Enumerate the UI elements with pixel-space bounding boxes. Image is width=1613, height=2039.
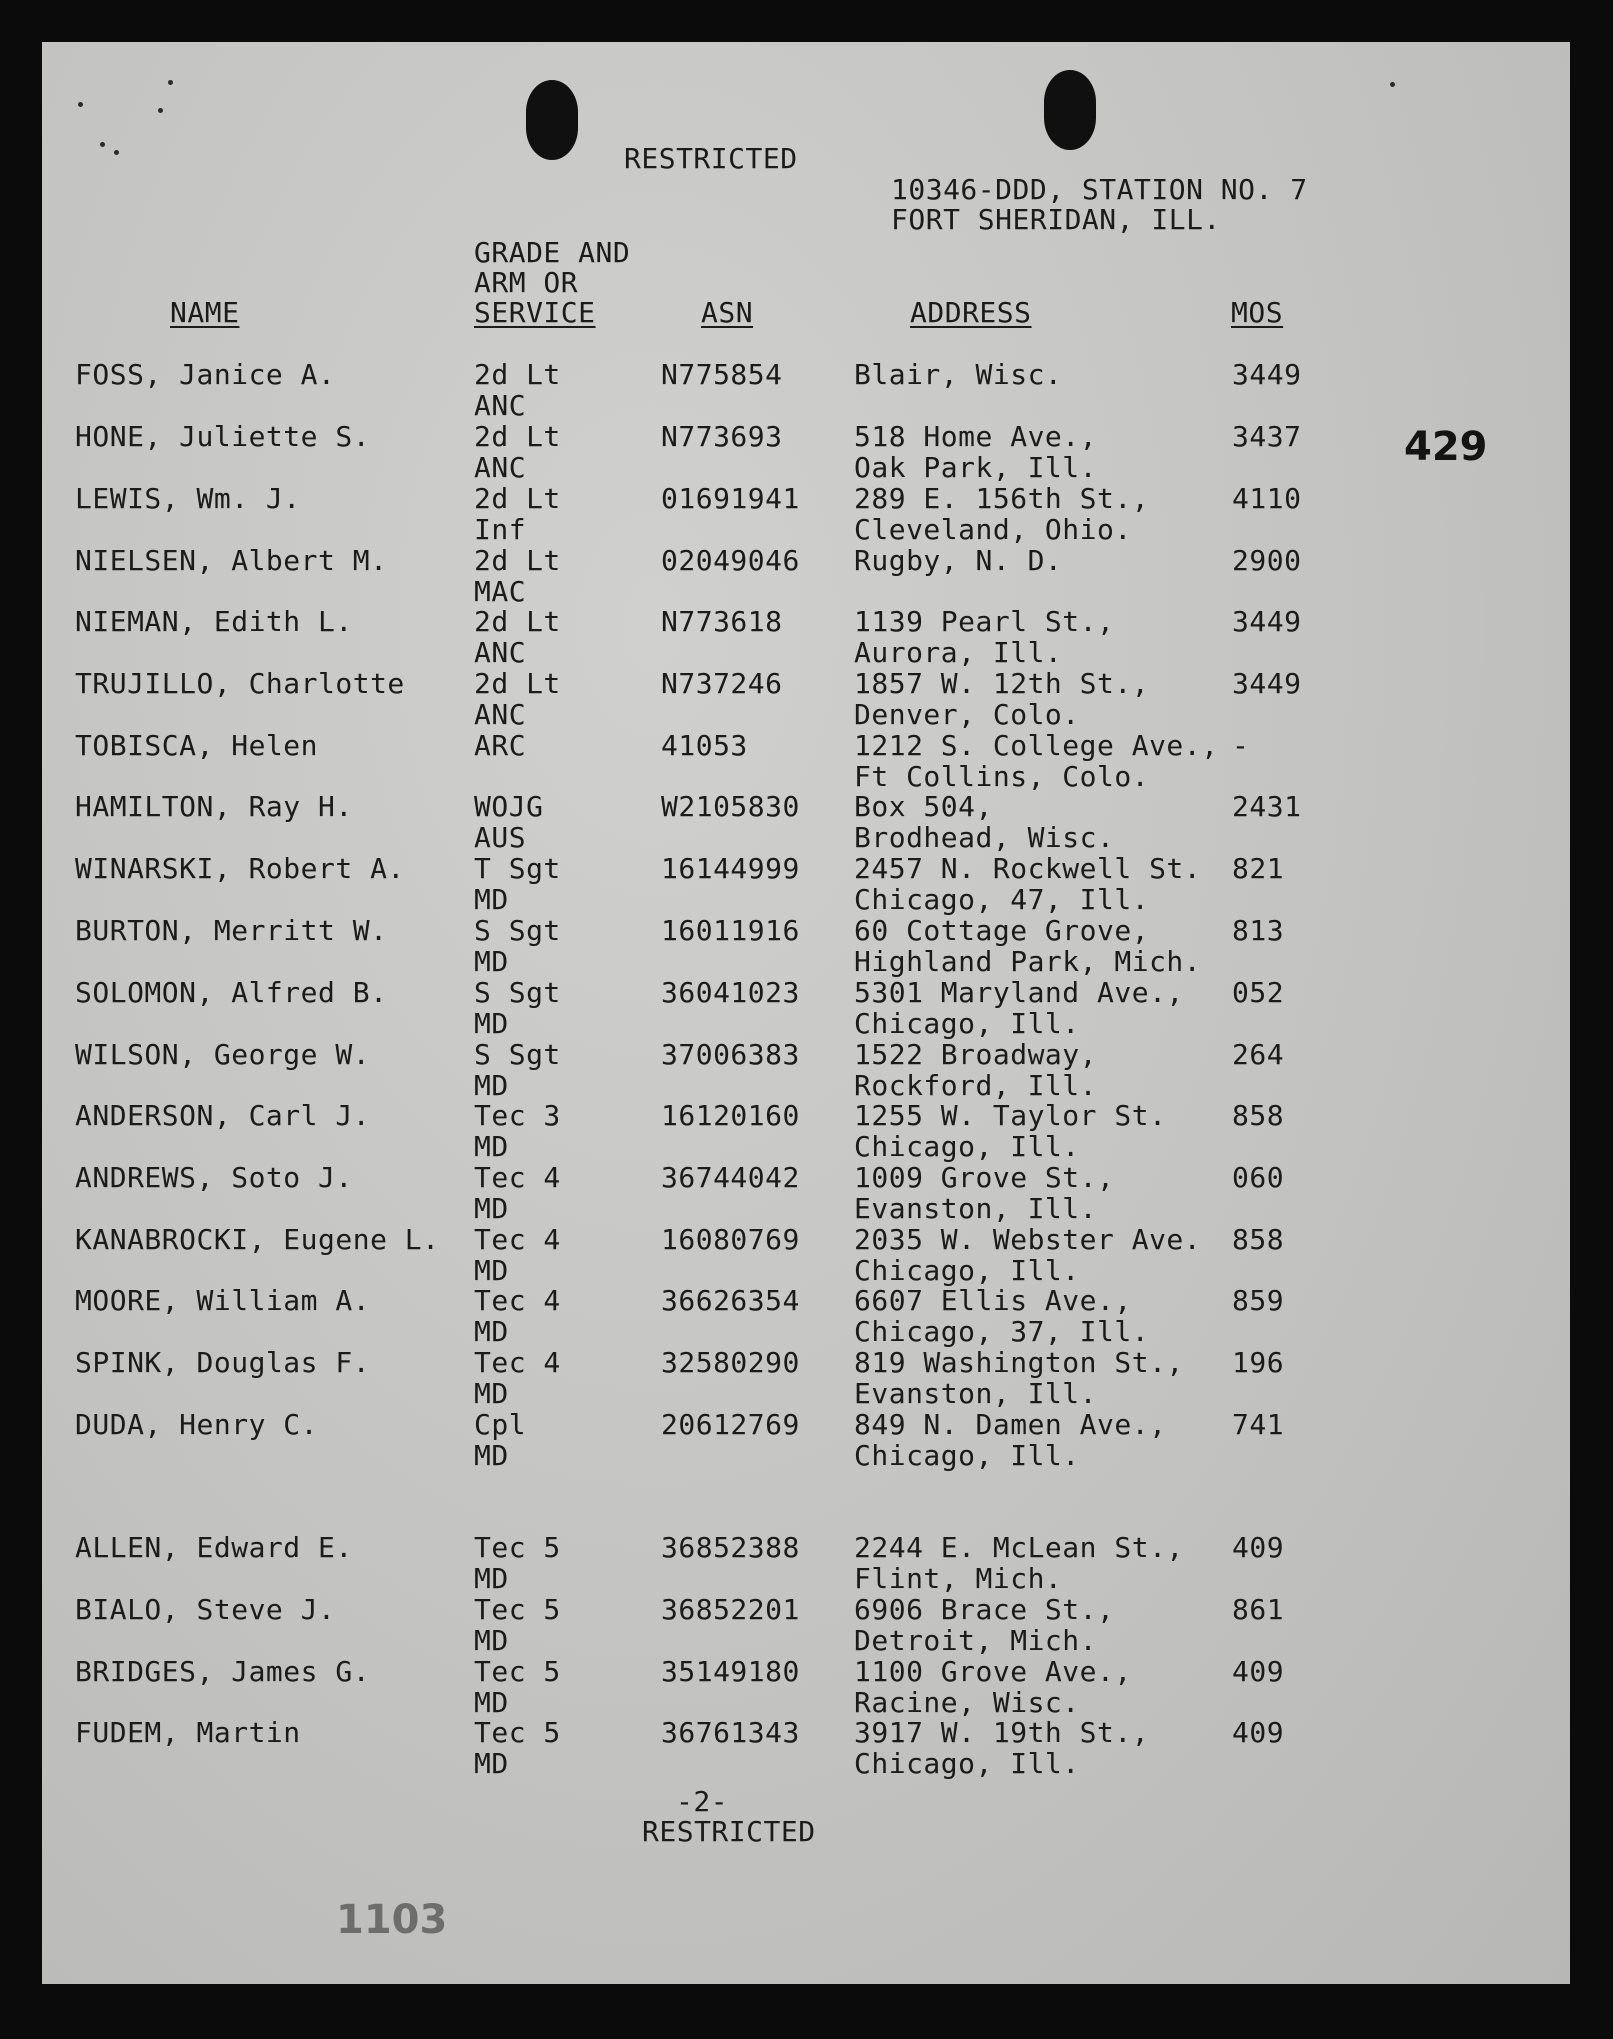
name-cell: WINARSKI, Robert A. [75, 852, 405, 885]
asn-cell: 02049046 [661, 544, 800, 577]
asn-cell: 36852201 [661, 1593, 800, 1626]
mos-cell: 858 [1232, 1099, 1285, 1132]
stamped-number: 1103 [336, 1897, 448, 1943]
grade-cell: 2d Lt [474, 544, 561, 577]
name-cell: ANDREWS, Soto J. [75, 1161, 353, 1194]
address-line1-cell: 289 E. 156th St., [854, 482, 1150, 515]
table-row [42, 1039, 1570, 1101]
col-header-asn: ASN [701, 296, 754, 329]
name-cell: MOORE, William A. [75, 1284, 371, 1317]
name-cell: FUDEM, Martin [75, 1716, 301, 1749]
address-line1-cell: 60 Cottage Grove, [854, 914, 1150, 947]
arm-service-cell: ANC [474, 451, 527, 484]
col-header-name: NAME [170, 296, 240, 329]
document-page [42, 42, 1570, 1984]
asn-cell: 32580290 [661, 1346, 800, 1379]
mos-cell: 741 [1232, 1408, 1285, 1441]
arm-service-cell: MD [474, 1439, 509, 1472]
address-line2-cell: Flint, Mich. [854, 1562, 1063, 1595]
col-header-mos: MOS [1231, 296, 1284, 329]
mos-cell: 060 [1232, 1161, 1285, 1194]
classification-bottom: RESTRICTED [642, 1815, 816, 1848]
address-line2-cell: Brodhead, Wisc. [854, 821, 1115, 854]
name-cell: DUDA, Henry C. [75, 1408, 319, 1441]
table-row [42, 1717, 1570, 1779]
asn-cell: 16144999 [661, 852, 800, 885]
col-header-grade-line2: ARM OR [474, 266, 579, 299]
mos-cell: 409 [1232, 1531, 1285, 1564]
table-row [42, 791, 1570, 853]
arm-service-cell: MD [474, 1562, 509, 1595]
address-line1-cell: 5301 Maryland Ave., [854, 976, 1184, 1009]
table-row [42, 1285, 1570, 1347]
side-page-number: 429 [1404, 424, 1488, 470]
asn-cell: 16120160 [661, 1099, 800, 1132]
unit-location: FORT SHERIDAN, ILL. [891, 203, 1221, 236]
table-row [42, 977, 1570, 1039]
asn-cell: W2105830 [661, 790, 800, 823]
table-row [42, 483, 1570, 545]
table-row [42, 1409, 1570, 1471]
name-cell: BRIDGES, James G. [75, 1655, 371, 1688]
arm-service-cell: ANC [474, 698, 527, 731]
mos-cell: 858 [1232, 1223, 1285, 1256]
name-cell: ALLEN, Edward E. [75, 1531, 353, 1564]
mos-cell: 3449 [1232, 667, 1302, 700]
address-line1-cell: 1100 Grove Ave., [854, 1655, 1132, 1688]
mos-cell: 2900 [1232, 544, 1302, 577]
mos-cell: 3437 [1232, 420, 1302, 453]
arm-service-cell: ANC [474, 389, 527, 422]
speck [100, 142, 105, 147]
mos-cell: - [1232, 729, 1250, 762]
mos-cell: 409 [1232, 1716, 1285, 1749]
name-cell: WILSON, George W. [75, 1038, 371, 1071]
grade-cell: Tec 4 [474, 1161, 561, 1194]
asn-cell: 41053 [661, 729, 748, 762]
mos-cell: 821 [1232, 852, 1285, 885]
arm-service-cell: MD [474, 883, 509, 916]
name-cell: BURTON, Merritt W. [75, 914, 388, 947]
grade-cell: Tec 5 [474, 1593, 561, 1626]
name-cell: SOLOMON, Alfred B. [75, 976, 388, 1009]
grade-cell: ARC [474, 729, 527, 762]
mos-cell: 409 [1232, 1655, 1285, 1688]
speck [78, 102, 83, 107]
mos-cell: 859 [1232, 1284, 1285, 1317]
mos-cell: 196 [1232, 1346, 1285, 1379]
asn-cell: N773693 [661, 420, 783, 453]
asn-cell: 36761343 [661, 1716, 800, 1749]
arm-service-cell: AUS [474, 821, 527, 854]
address-line2-cell: Racine, Wisc. [854, 1686, 1080, 1719]
address-line1-cell: 6607 Ellis Ave., [854, 1284, 1132, 1317]
arm-service-cell: MD [474, 1130, 509, 1163]
address-line1-cell: 2035 W. Webster Ave. [854, 1223, 1202, 1256]
grade-cell: Tec 5 [474, 1716, 561, 1749]
page-number: -2- [676, 1785, 729, 1818]
grade-cell: Tec 4 [474, 1223, 561, 1256]
name-cell: TOBISCA, Helen [75, 729, 319, 762]
address-line1-cell: 1857 W. 12th St., [854, 667, 1150, 700]
grade-cell: 2d Lt [474, 482, 561, 515]
unit-designation: 10346-DDD, STATION NO. 7 [891, 173, 1308, 206]
asn-cell: 16011916 [661, 914, 800, 947]
address-line2-cell: Oak Park, Ill. [854, 451, 1098, 484]
asn-cell: 35149180 [661, 1655, 800, 1688]
mos-cell: 4110 [1232, 482, 1302, 515]
address-line2-cell: Aurora, Ill. [854, 636, 1063, 669]
mos-cell: 2431 [1232, 790, 1302, 823]
asn-cell: 37006383 [661, 1038, 800, 1071]
address-line1-cell: Rugby, N. D. [854, 544, 1063, 577]
speck [1390, 82, 1395, 87]
address-line2-cell: Evanston, Ill. [854, 1192, 1098, 1225]
address-line2-cell: Chicago, Ill. [854, 1130, 1080, 1163]
grade-cell: WOJG [474, 790, 544, 823]
binder-hole-right [1044, 70, 1096, 150]
address-line1-cell: 2457 N. Rockwell St. [854, 852, 1202, 885]
asn-cell: 16080769 [661, 1223, 800, 1256]
col-header-grade-line1: GRADE AND [474, 236, 631, 269]
asn-cell: 36626354 [661, 1284, 800, 1317]
table-row [42, 1162, 1570, 1224]
asn-cell: 01691941 [661, 482, 800, 515]
address-line2-cell: Denver, Colo. [854, 698, 1080, 731]
name-cell: FOSS, Janice A. [75, 358, 336, 391]
grade-cell: Tec 5 [474, 1655, 561, 1688]
speck [114, 150, 119, 155]
arm-service-cell: MD [474, 1377, 509, 1410]
grade-cell: T Sgt [474, 852, 561, 885]
arm-service-cell: MD [474, 1747, 509, 1780]
arm-service-cell: MD [474, 945, 509, 978]
arm-service-cell: MD [474, 1254, 509, 1287]
grade-cell: S Sgt [474, 976, 561, 1009]
grade-cell: Tec 4 [474, 1346, 561, 1379]
arm-service-cell: Inf [474, 513, 527, 546]
name-cell: NIELSEN, Albert M. [75, 544, 388, 577]
mos-cell: 052 [1232, 976, 1285, 1009]
grade-cell: 2d Lt [474, 667, 561, 700]
arm-service-cell: MD [474, 1624, 509, 1657]
arm-service-cell: MD [474, 1192, 509, 1225]
address-line2-cell: Chicago, Ill. [854, 1747, 1080, 1780]
table-row [42, 853, 1570, 915]
address-line2-cell: Chicago, 37, Ill. [854, 1315, 1150, 1348]
col-header-grade-line3: SERVICE [474, 296, 596, 329]
grade-cell: 2d Lt [474, 358, 561, 391]
table-row [42, 1100, 1570, 1162]
col-header-address: ADDRESS [910, 296, 1032, 329]
grade-cell: S Sgt [474, 914, 561, 947]
mos-cell: 264 [1232, 1038, 1285, 1071]
table-row [42, 730, 1570, 792]
address-line1-cell: 819 Washington St., [854, 1346, 1184, 1379]
asn-cell: 36041023 [661, 976, 800, 1009]
asn-cell: 36744042 [661, 1161, 800, 1194]
name-cell: LEWIS, Wm. J. [75, 482, 301, 515]
name-cell: TRUJILLO, Charlotte [75, 667, 405, 700]
arm-service-cell: MD [474, 1315, 509, 1348]
name-cell: BIALO, Steve J. [75, 1593, 336, 1626]
name-cell: ANDERSON, Carl J. [75, 1099, 371, 1132]
address-line1-cell: Blair, Wisc. [854, 358, 1063, 391]
address-line2-cell: Evanston, Ill. [854, 1377, 1098, 1410]
name-cell: NIEMAN, Edith L. [75, 605, 353, 638]
address-line2-cell: Ft Collins, Colo. [854, 760, 1150, 793]
name-cell: KANABROCKI, Eugene L. [75, 1223, 440, 1256]
address-line2-cell: Highland Park, Mich. [854, 945, 1202, 978]
table-row [42, 1594, 1570, 1656]
table-row [42, 668, 1570, 730]
address-line2-cell: Rockford, Ill. [854, 1069, 1098, 1102]
grade-cell: S Sgt [474, 1038, 561, 1071]
asn-cell: 36852388 [661, 1531, 800, 1564]
address-line1-cell: 1522 Broadway, [854, 1038, 1098, 1071]
classification-top: RESTRICTED [624, 142, 798, 175]
address-line1-cell: 1255 W. Taylor St. [854, 1099, 1167, 1132]
address-line1-cell: 849 N. Damen Ave., [854, 1408, 1167, 1441]
address-line2-cell: Cleveland, Ohio. [854, 513, 1132, 546]
table-row [42, 606, 1570, 668]
grade-cell: Tec 4 [474, 1284, 561, 1317]
address-line2-cell: Chicago, Ill. [854, 1007, 1080, 1040]
arm-service-cell: ANC [474, 636, 527, 669]
address-line1-cell: 1009 Grove St., [854, 1161, 1115, 1194]
grade-cell: Tec 5 [474, 1531, 561, 1564]
arm-service-cell: MD [474, 1007, 509, 1040]
address-line2-cell: Chicago, Ill. [854, 1439, 1080, 1472]
grade-cell: Cpl [474, 1408, 527, 1441]
name-cell: HONE, Juliette S. [75, 420, 371, 453]
table-row [42, 1532, 1570, 1594]
grade-cell: Tec 3 [474, 1099, 561, 1132]
mos-cell: 3449 [1232, 605, 1302, 638]
table-row [42, 1347, 1570, 1409]
grade-cell: 2d Lt [474, 420, 561, 453]
asn-cell: N773618 [661, 605, 783, 638]
address-line2-cell: Detroit, Mich. [854, 1624, 1098, 1657]
mos-cell: 861 [1232, 1593, 1285, 1626]
table-row [42, 545, 1570, 607]
table-row [42, 915, 1570, 977]
binder-hole-left [526, 80, 578, 160]
address-line2-cell: Chicago, 47, Ill. [854, 883, 1150, 916]
table-row [42, 1224, 1570, 1286]
address-line1-cell: 2244 E. McLean St., [854, 1531, 1184, 1564]
mos-cell: 813 [1232, 914, 1285, 947]
speck [168, 80, 173, 85]
table-row [42, 421, 1570, 483]
table-row [42, 359, 1570, 421]
asn-cell: N737246 [661, 667, 783, 700]
speck [158, 108, 163, 113]
asn-cell: 20612769 [661, 1408, 800, 1441]
name-cell: HAMILTON, Ray H. [75, 790, 353, 823]
name-cell: SPINK, Douglas F. [75, 1346, 371, 1379]
address-line1-cell: 3917 W. 19th St., [854, 1716, 1150, 1749]
mos-cell: 3449 [1232, 358, 1302, 391]
asn-cell: N775854 [661, 358, 783, 391]
arm-service-cell: MD [474, 1686, 509, 1719]
grade-cell: 2d Lt [474, 605, 561, 638]
arm-service-cell: MAC [474, 575, 527, 608]
arm-service-cell: MD [474, 1069, 509, 1102]
address-line2-cell: Chicago, Ill. [854, 1254, 1080, 1287]
address-line1-cell: 1139 Pearl St., [854, 605, 1115, 638]
address-line1-cell: 518 Home Ave., [854, 420, 1098, 453]
table-row [42, 1656, 1570, 1718]
address-line1-cell: 6906 Brace St., [854, 1593, 1115, 1626]
address-line1-cell: 1212 S. College Ave., [854, 729, 1219, 762]
address-line1-cell: Box 504, [854, 790, 993, 823]
